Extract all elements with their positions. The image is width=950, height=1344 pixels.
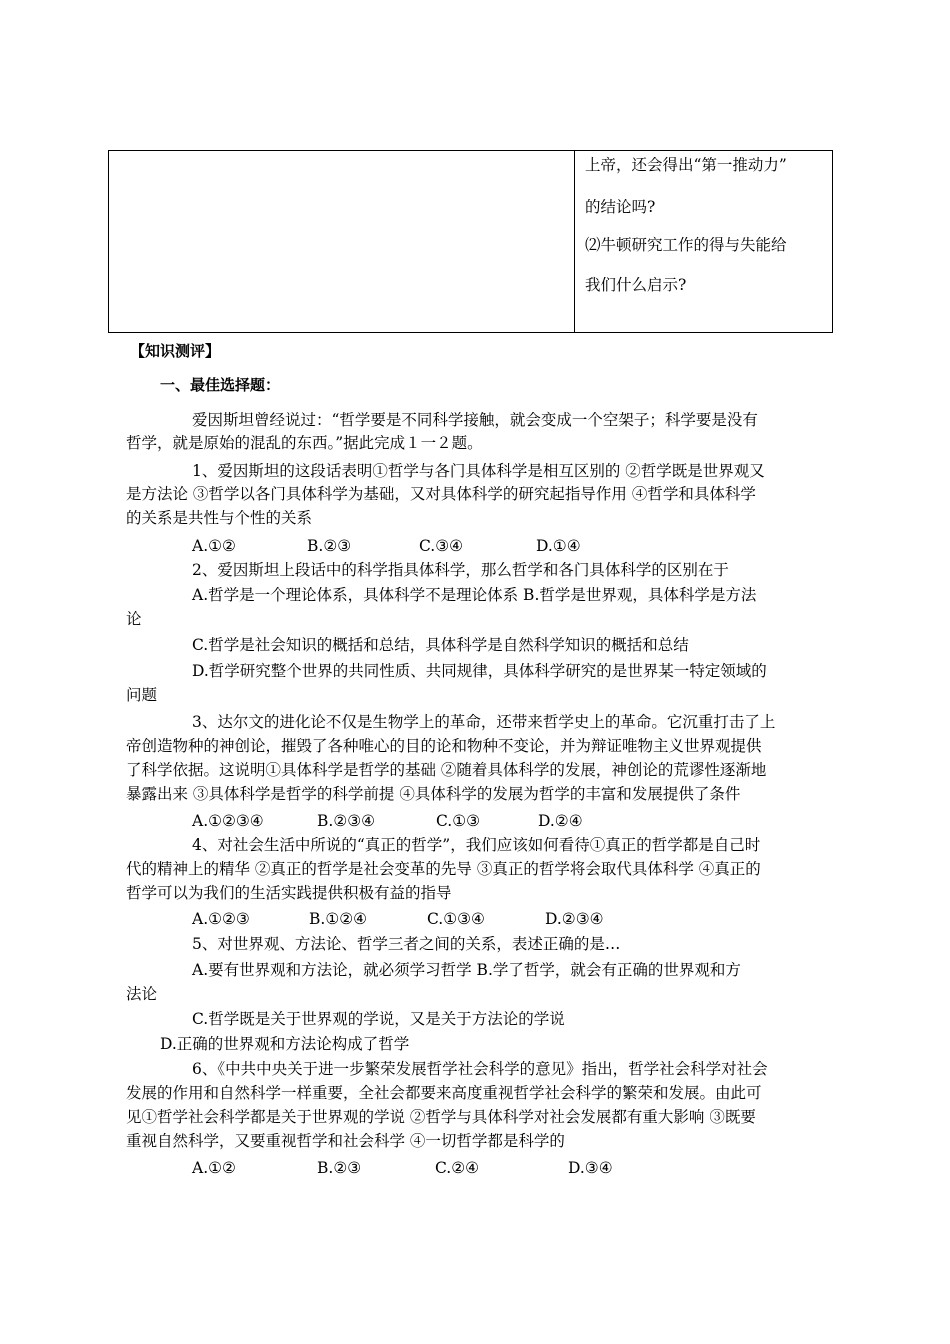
question-3-line: 暴露出来 ③具体科学是哲学的科学前提 ④具体科学的发展为哲学的丰富和发展提供了条件 — [126, 785, 741, 803]
option-a: A.①②③ — [192, 910, 250, 928]
option-b: B.②③④ — [317, 812, 376, 830]
question-1-line: 的关系是共性与个性的关系 — [126, 509, 313, 527]
question-2-option-ab: A.哲学是一个理论体系，具体科学不是理论体系 B.哲学是世界观，具体科学是方法 — [192, 586, 757, 604]
question-2-option-c: C.哲学是社会知识的概括和总结，具体科学是自然科学知识的概括和总结 — [192, 636, 689, 654]
option-d: D.②④ — [538, 812, 583, 830]
answer-table — [108, 150, 833, 333]
question-3-line: 了科学依据。这说明①具体科学是哲学的基础 ②随着具体科学的发展，神创论的荒谬性逐渐地 — [126, 761, 767, 779]
option-b: B.②③ — [307, 537, 352, 555]
question-6-line: 见①哲学社会科学都是关于世界观的学说 ②哲学与具体科学对社会发展都有重大影响 ③既要 — [126, 1108, 756, 1126]
subsection-title: 一、最佳选择题： — [160, 376, 281, 394]
question-1-line: 是方法论 ③哲学以各门具体科学为基础，又对具体科学的研究起指导作用 ④哲学和具体科学 — [126, 485, 756, 503]
option-b: B.①②④ — [309, 910, 368, 928]
question-5-option-ab: A.要有世界观和方法论，就必须学习哲学 B.学了哲学，就会有正确的世界观和方 — [192, 961, 741, 979]
question-3-line: 3、达尔文的进化论不仅是生物学上的革命，还带来哲学史上的革命。它沉重打击了上 — [192, 713, 776, 731]
question-5-line: 5、对世界观、方法论、哲学三者之间的关系，表述正确的是… — [192, 935, 621, 953]
question-2-line: 问题 — [126, 686, 158, 704]
option-d: D.②③④ — [545, 910, 604, 928]
question-4-line: 代的精神上的精华 ②真正的哲学是社会变革的先导 ③真正的哲学将会取代具体科学 ④真正的 — [126, 860, 761, 878]
question-2-line: 2、爱因斯坦上段话中的科学指具体科学，那么哲学和各门具体科学的区别在于 — [192, 561, 729, 579]
option-c: C.③④ — [419, 537, 464, 555]
question-3-line: 帝创造物种的神创论，摧毁了各种唯心的目的论和物种不变论，并为辩证唯物主义世界观提供 — [126, 737, 762, 755]
question-2-line: 论 — [126, 610, 142, 628]
question-6-line: 发展的作用和自然科学一样重要，全社会都要来高度重视哲学社会科学的繁荣和发展。由此可 — [126, 1084, 762, 1102]
question-5-option-d: D.正确的世界观和方法论构成了哲学 — [160, 1035, 410, 1053]
option-c: C.①③④ — [427, 910, 485, 928]
section-title: 【知识测评】 — [130, 342, 221, 360]
question-1-line: 1、爱因斯坦的这段话表明①哲学与各门具体科学是相互区别的 ②哲学既是世界观又 — [192, 462, 765, 480]
option-d: D.③④ — [568, 1159, 613, 1177]
question-6-line: 6、《中共中央关于进一步繁荣发展哲学社会科学的意见》指出，哲学社会科学对社会 — [192, 1060, 768, 1078]
table-divider — [574, 151, 575, 332]
intro-line: 爱因斯坦曾经说过：“哲学要是不同科学接触，就会变成一个空架子；科学要是没有 — [192, 411, 758, 429]
question-6-line: 重视自然科学，又要重视哲学和社会科学 ④一切哲学都是科学的 — [126, 1132, 565, 1150]
question-5-option-c: C.哲学既是关于世界观的学说，又是关于方法论的学说 — [192, 1010, 565, 1028]
question-5-line: 法论 — [126, 985, 158, 1003]
question-4-line: 哲学可以为我们的生活实践提供积极有益的指导 — [126, 884, 452, 902]
question-2-option-d: D.哲学研究整个世界的共同性质、共同规律，具体科学研究的是世界某一特定领域的 — [192, 662, 767, 680]
table-text-line: 上帝，还会得出“第一推动力” — [585, 156, 787, 174]
option-b: B.②③ — [317, 1159, 362, 1177]
table-text-line: 的结论吗? — [585, 198, 656, 216]
option-a: A.①② — [192, 1159, 236, 1177]
option-c: C.①③ — [436, 812, 481, 830]
table-text-line: 我们什么启示? — [585, 276, 687, 294]
option-a: A.①②③④ — [192, 812, 264, 830]
option-c: C.②④ — [435, 1159, 480, 1177]
option-d: D.①④ — [536, 537, 581, 555]
intro-line: 哲学，就是原始的混乱的东西。”据此完成１一２题。 — [126, 434, 483, 452]
table-text-line: ⑵牛顿研究工作的得与失能给 — [585, 236, 787, 254]
question-4-line: 4、对社会生活中所说的“真正的哲学”，我们应该如何看待①真正的哲学都是自己时 — [192, 836, 761, 854]
option-a: A.①② — [192, 537, 236, 555]
